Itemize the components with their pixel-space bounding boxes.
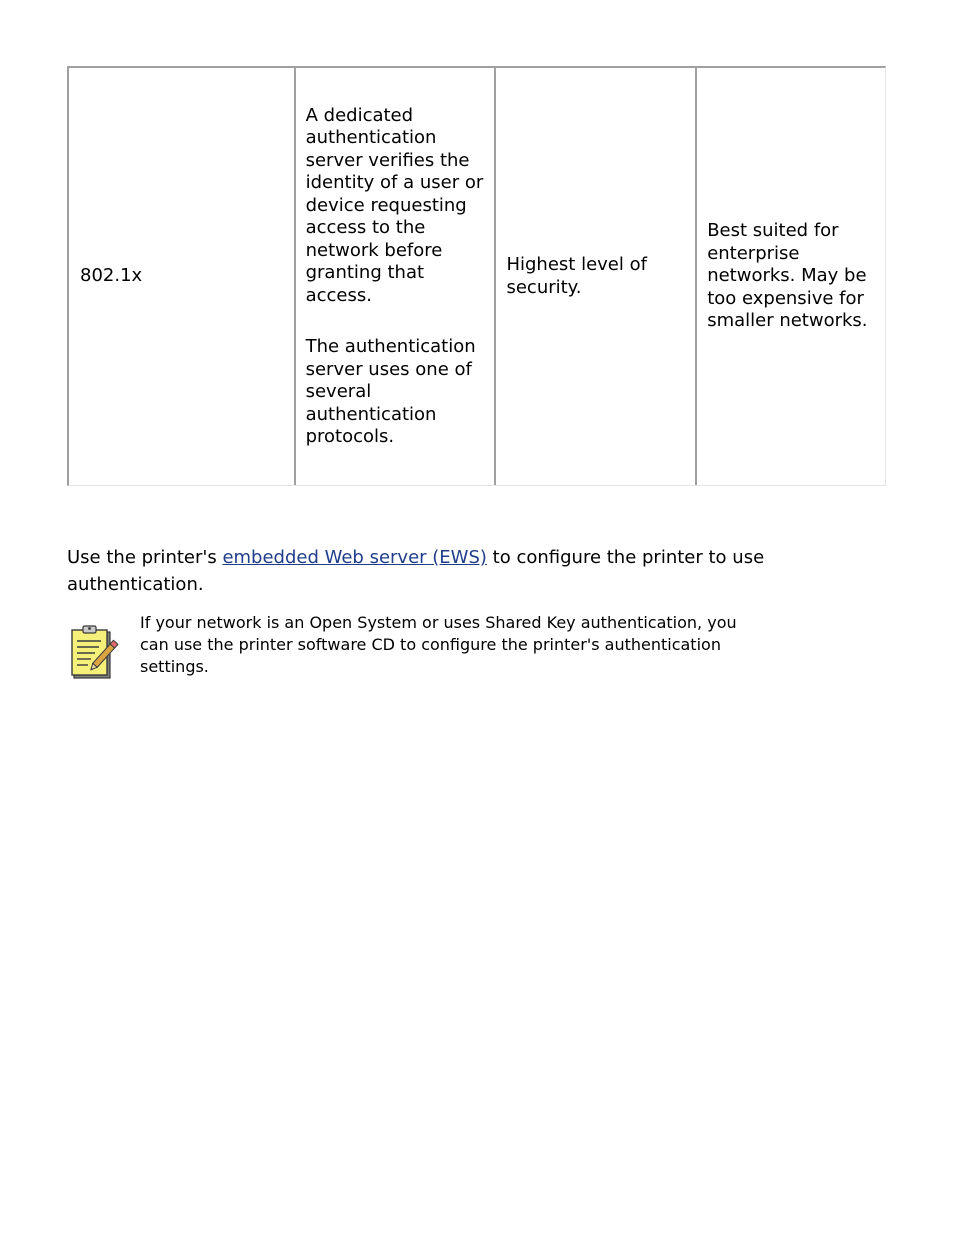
note-text: If your network is an Open System or uses Shared Key authentication, you can use the printer software CD to configure the printer's authentication settings. [140, 613, 737, 676]
disadvantages-cell [695, 68, 885, 485]
description-paragraph: A dedicated authentication server verifies the identity of a user or device requesting access to the network before granting that access. [305, 104, 484, 306]
description-cell [294, 68, 495, 485]
instruction-prefix: Use the printer's [67, 547, 223, 568]
instruction-suffix: to configure the printer to use authentication. [67, 547, 765, 595]
ews-instruction-paragraph [67, 544, 867, 598]
ews-link[interactable]: embedded Web server (EWS) [222, 547, 487, 568]
advantages-text: Highest level of security. [506, 254, 647, 298]
method-cell [69, 68, 294, 485]
method-label: 802.1x [80, 265, 143, 287]
table-row [69, 68, 885, 485]
advantages-cell [494, 68, 695, 485]
description-paragraph: The authentication server uses one of several authentication protocols. [305, 336, 476, 447]
disadvantages-text: Best suited for enterprise networks. May be too expensive for smaller networks. [707, 220, 868, 332]
note-pad-icon [71, 624, 127, 682]
authentication-table [67, 66, 886, 486]
